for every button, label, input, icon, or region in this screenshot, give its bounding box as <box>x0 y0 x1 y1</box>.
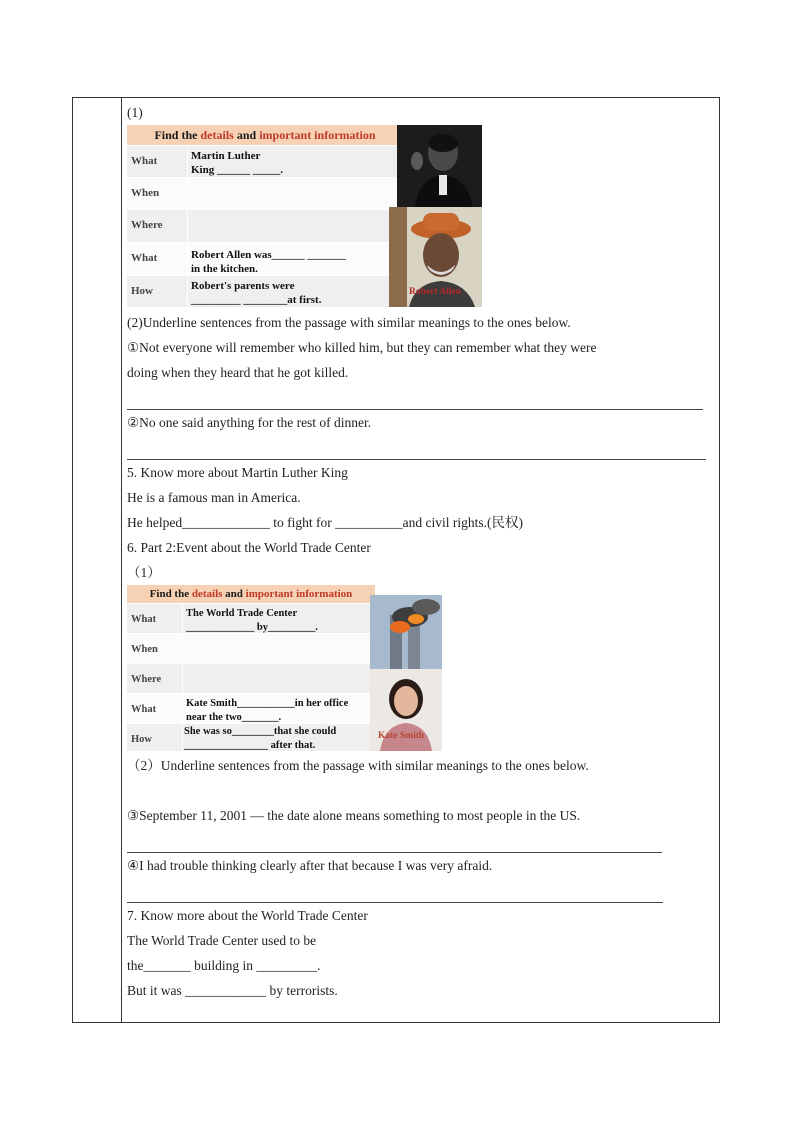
table-row: What The World Trade Center _____________ by_________. <box>127 603 371 634</box>
q2-item-1: ①Not everyone will remember who killed him, but they can remember what they were <box>127 340 597 355</box>
table-row: What Robert Allen was______ _______ in the kitchen. <box>127 242 397 276</box>
section-7-heading: 7. Know more about the World Trade Center <box>127 908 368 923</box>
table-row: When <box>127 633 371 664</box>
table-row: How Robert's parents were _________ ________at first. <box>127 275 397 307</box>
martin-luther-king-photo <box>397 125 482 207</box>
section-5-line-1: He is a famous man in America. <box>127 490 301 505</box>
table-row: Where <box>127 209 397 243</box>
table-row: What Martin Luther King ______ _____. <box>127 145 397 178</box>
section-7-line-3: But it was ____________ by terrorists. <box>127 983 338 998</box>
info-table-mlk <box>127 125 482 307</box>
section-7-line-2: the_______ building in _________. <box>127 958 321 973</box>
table-row: Where <box>127 663 371 694</box>
kate-smith-photo <box>370 669 442 751</box>
q2-item-4: ④I had trouble thinking clearly after that because I was very afraid. <box>127 858 493 873</box>
q2-intro: (2)Underline sentences from the passage with similar meanings to the ones below. <box>127 315 571 330</box>
info-table-wtc <box>127 585 442 751</box>
table-row: How She was so________that she could ________________ after that. <box>127 723 371 751</box>
section-6-heading: 6. Part 2:Event about the World Trade Center <box>127 540 371 555</box>
info-table-header: Find the details and important information <box>127 125 403 145</box>
q2-item-2: ②No one said anything for the rest of dinner. <box>127 415 372 430</box>
photo-caption: Robert Allen <box>409 287 461 297</box>
answer-line[interactable] <box>127 878 663 903</box>
column-divider <box>121 98 122 1022</box>
q2-intro-2: （2）Underline sentences from the passage with similar meanings to the ones below. <box>127 758 589 773</box>
info-table-header: Find the details and important information <box>127 585 375 603</box>
q2-item-1-cont: doing when they heard that he got killed. <box>127 365 349 380</box>
section-5-heading: 5. Know more about Martin Luther King <box>127 465 348 480</box>
robert-allen-photo <box>389 207 482 307</box>
world-trade-center-photo <box>370 595 442 669</box>
worksheet-content <box>127 100 712 1003</box>
section-6-label: （1） <box>127 565 161 580</box>
table-row: What Kate Smith___________in her office near the two_______. <box>127 693 371 724</box>
answer-line[interactable] <box>127 435 706 460</box>
answer-line[interactable] <box>127 828 662 853</box>
section-7-line-1: The World Trade Center used to be <box>127 933 317 948</box>
table-row: When <box>127 177 397 210</box>
part1-label: (1) <box>127 105 143 120</box>
section-5-line-2: He helped_____________ to fight for __________and civil rights.(民权) <box>127 515 523 530</box>
photo-caption: Kate Smith <box>378 731 425 741</box>
q2-item-3: ③September 11, 2001 — the date alone means something to most people in the US. <box>127 808 581 823</box>
answer-line[interactable] <box>127 385 703 410</box>
